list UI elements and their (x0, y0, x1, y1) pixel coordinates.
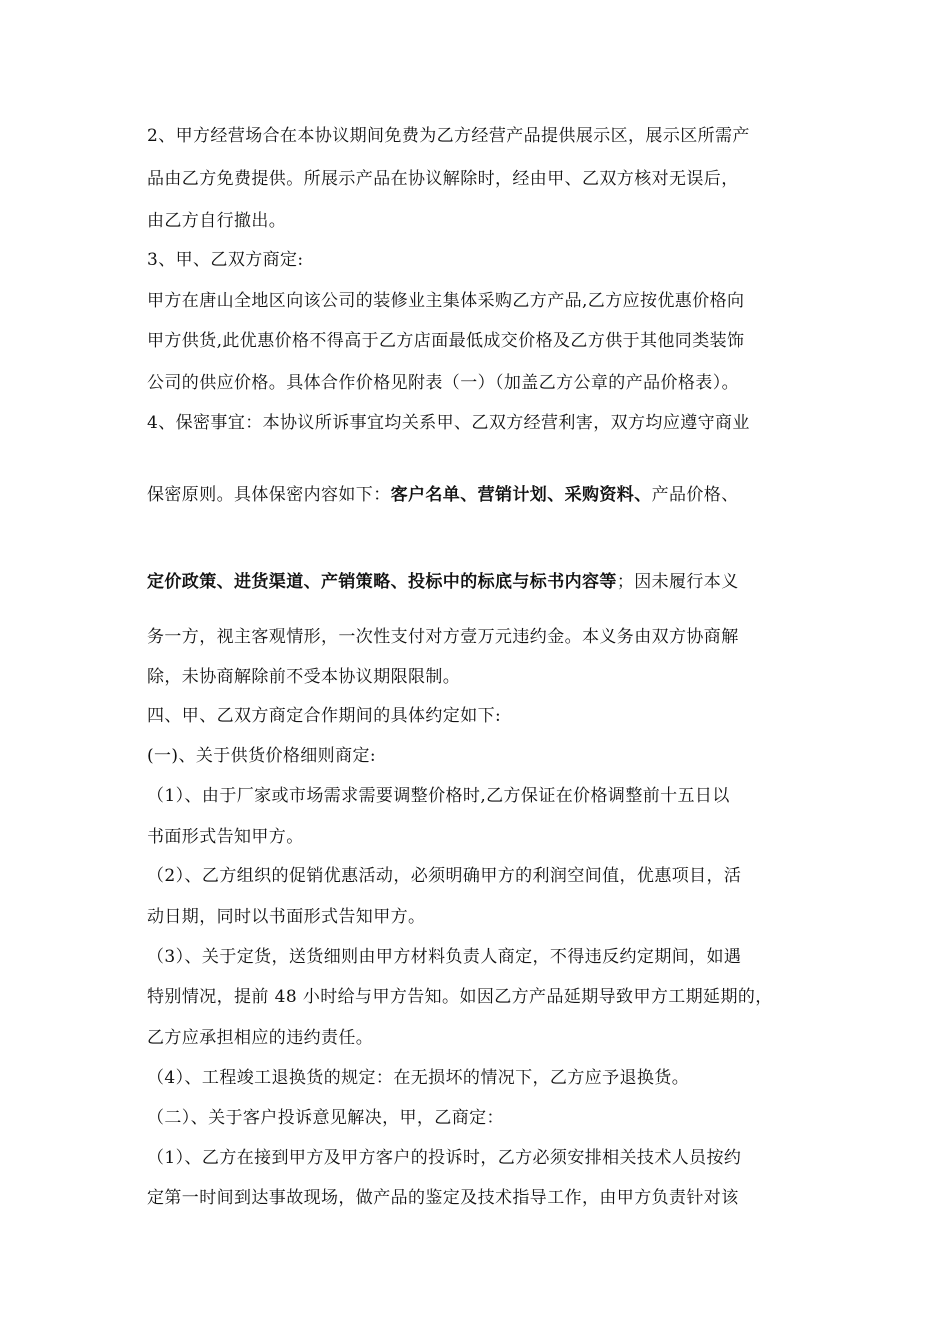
bold-text-segment: 客户名单、营销计划、采购资料、 (390, 485, 652, 505)
text-line: 公司的供应价格。具体合作价格见附表（一）（加盖乙方公章的产品价格表）。 (147, 373, 739, 393)
text-line: 定第一时间到达事故现场，做产品的鉴定及技术指导工作，由甲方负责针对该 (147, 1188, 739, 1208)
text-line: 务一方，视主客观情形，一次性支付对方壹万元违约金。本义务由双方协商解 (147, 627, 739, 647)
text-line (147, 570, 739, 594)
text-line: 由乙方自行撤出。 (147, 211, 287, 231)
text-line: （2）、乙方组织的促销优惠活动，必须明确甲方的利润空间值，优惠项目，活 (147, 866, 742, 886)
text-line: （4）、工程竣工退换货的规定：在无损坏的情况下，乙方应予退换货。 (147, 1068, 690, 1088)
text-line: （1）、乙方在接到甲方及甲方客户的投诉时，乙方必须安排相关技术人员按约 (147, 1148, 742, 1168)
text-line: 除，未协商解除前不受本协议期限限制。 (147, 667, 461, 687)
text-line: 特别情况，提前 48 小时给与甲方告知。如因乙方产品延期导致甲方工期延期的， (147, 987, 773, 1007)
text-line: 书面形式告知甲方。 (147, 827, 304, 847)
text-line: 动日期，同时以书面形式告知甲方。 (147, 907, 426, 927)
text-line: （二）、关于客户投诉意见解决，甲，乙商定： (147, 1108, 504, 1128)
text-line (147, 483, 739, 507)
text-line: 4、保密事宜：本协议所诉事宜均关系甲、乙双方经营利害，双方均应遵守商业 (147, 413, 750, 433)
text-segment: 产品价格、 (651, 485, 739, 505)
text-line: （3）、关于定货，送货细则由甲方材料负责人商定，不得违反约定期间，如遇 (147, 947, 742, 967)
text-line: (一)、关于供货价格细则商定: (147, 746, 376, 766)
text-line: 甲方在唐山全地区向该公司的装修业主集体采购乙方产品,乙方应按优惠价格向 (147, 291, 745, 311)
text-line: 甲方供货,此优惠价格不得高于乙方店面最低成交价格及乙方供于其他同类装饰 (147, 331, 745, 351)
text-segment: ；因未履行本义 (616, 572, 739, 592)
text-line: 2、甲方经营场合在本协议期间免费为乙方经营产品提供展示区，展示区所需产 (147, 126, 750, 146)
text-line: 四、甲、乙双方商定合作期间的具体约定如下: (147, 706, 502, 726)
text-line: 3、甲、乙双方商定: (147, 250, 304, 270)
text-line: 品由乙方免费提供。所展示产品在协议解除时，经由甲、乙双方核对无误后， (147, 169, 739, 189)
bold-text-segment: 定价政策、进货渠道、产销策略、投标中的标底与标书内容等 (147, 572, 617, 592)
text-line: （1）、由于厂家或市场需求需要调整价格时,乙方保证在价格调整前十五日以 (147, 786, 730, 806)
text-segment: 保密原则。具体保密内容如下： (147, 485, 391, 505)
text-line: 乙方应承担相应的违约责任。 (147, 1028, 374, 1048)
